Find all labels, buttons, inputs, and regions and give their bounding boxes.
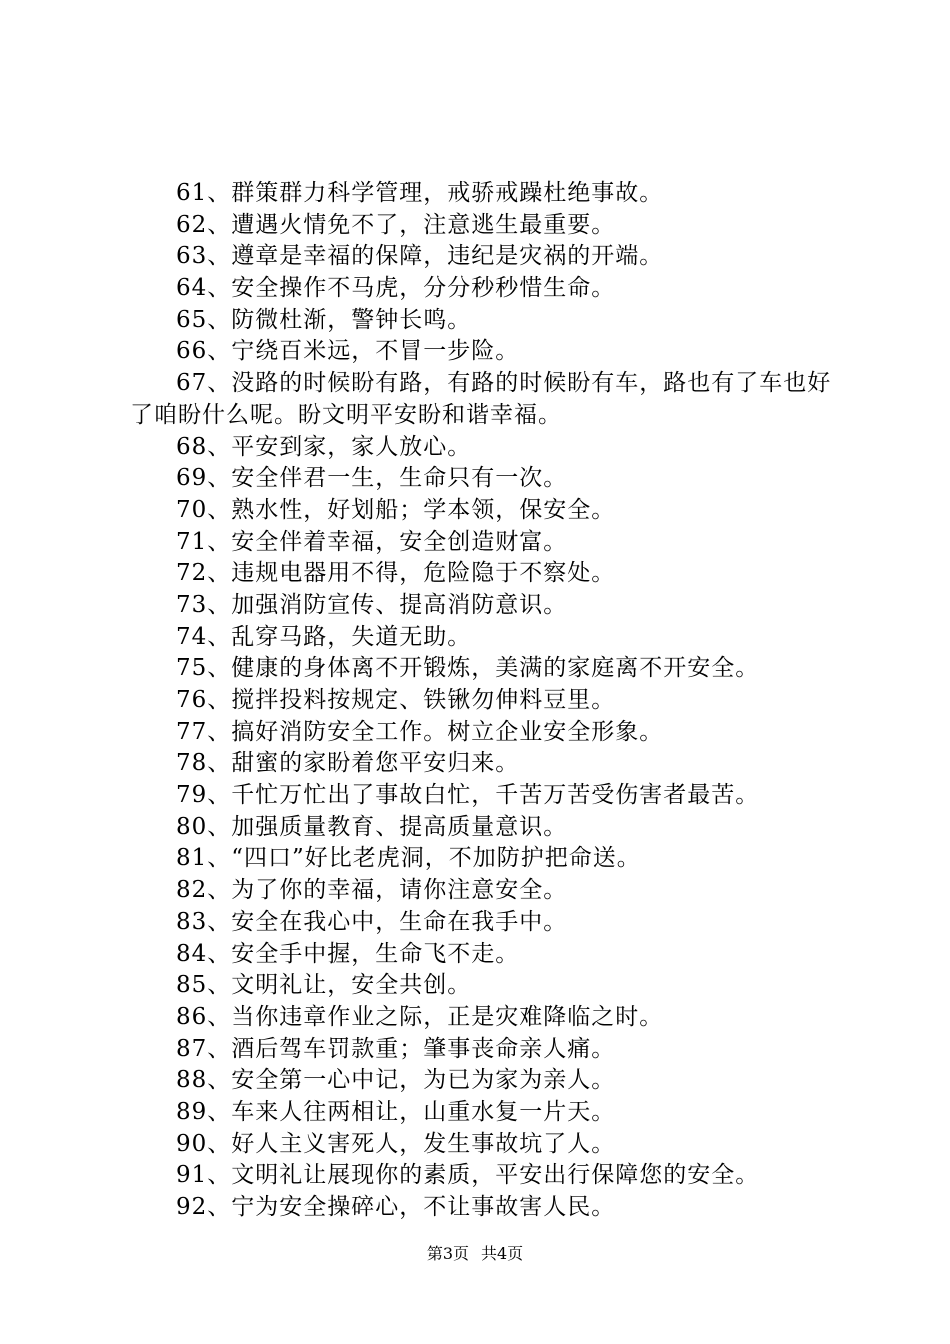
list-item: 79、千忙万忙出了事故白忙，千苦万苦受伤害者最苦。 (176, 782, 760, 809)
list-item: 83、安全在我心中，生命在我手中。 (176, 908, 568, 935)
page-total: 共4页 (481, 1244, 524, 1263)
list-item: 84、安全手中握，生命飞不走。 (176, 940, 520, 967)
list-item: 80、加强质量教育、提高质量意识。 (176, 813, 568, 840)
list-item: 87、酒后驾车罚款重；肇事丧命亲人痛。 (176, 1035, 616, 1062)
list-item: 65、防微杜渐，警钟长鸣。 (176, 306, 472, 333)
list-item: 61、群策群力科学管理，戒骄戒躁杜绝事故。 (176, 180, 664, 206)
list-item: 62、遭遇火情免不了，注意逃生最重要。 (176, 211, 616, 238)
list-item: 73、加强消防宣传、提高消防意识。 (176, 591, 568, 618)
list-item: 92、宁为安全操碎心，不让事故害人民。 (176, 1194, 616, 1221)
slogan-list (130, 178, 835, 1224)
list-item: 74、乱穿马路，失道无助。 (176, 623, 472, 650)
list-item: 68、平安到家，家人放心。 (176, 433, 472, 460)
list-item: 85、文明礼让，安全共创。 (176, 972, 472, 999)
page-footer (0, 1243, 950, 1265)
list-item: 89、车来人往两相让，山重水复一片天。 (176, 1098, 616, 1125)
list-item: 71、安全伴着幸福，安全创造财富。 (176, 528, 568, 555)
list-item: 67、没路的时候盼有路，有路的时候盼有车，路也有了车也好了咱盼什么呢。盼文明平安盼和谐幸福。 (130, 370, 832, 428)
page-number: 第3页 (426, 1244, 469, 1263)
list-item: 69、安全伴君一生，生命只有一次。 (176, 465, 568, 492)
list-item: 72、违规电器用不得，危险隐于不察处。 (176, 560, 616, 587)
list-item: 90、好人主义害死人，发生事故坑了人。 (176, 1130, 616, 1157)
list-item: 64、安全操作不马虎，分分秒秒惜生命。 (176, 275, 616, 302)
list-item: 63、遵章是幸福的保障，违纪是灾祸的开端。 (176, 243, 664, 270)
list-item: 86、当你违章作业之际，正是灾难降临之时。 (176, 1003, 664, 1030)
list-item: 70、熟水性，好划船；学本领，保安全。 (176, 496, 616, 523)
list-item: 81、“四口”好比老虎洞，不加防护把命送。 (176, 845, 641, 872)
list-item: 75、健康的身体离不开锻炼，美满的家庭离不开安全。 (176, 655, 760, 682)
list-item: 77、搞好消防安全工作。树立企业安全形象。 (176, 718, 664, 745)
list-item: 91、文明礼让展现你的素质，平安出行保障您的安全。 (176, 1162, 760, 1189)
list-item: 76、搅拌投料按规定、铁锹勿伸料豆里。 (176, 687, 616, 714)
list-item: 66、宁绕百米远，不冒一步险。 (176, 338, 520, 365)
list-item: 78、甜蜜的家盼着您平安归来。 (176, 750, 520, 777)
list-item: 88、安全第一心中记，为已为家为亲人。 (176, 1067, 616, 1094)
list-item: 82、为了你的幸福，请你注意安全。 (176, 877, 568, 904)
